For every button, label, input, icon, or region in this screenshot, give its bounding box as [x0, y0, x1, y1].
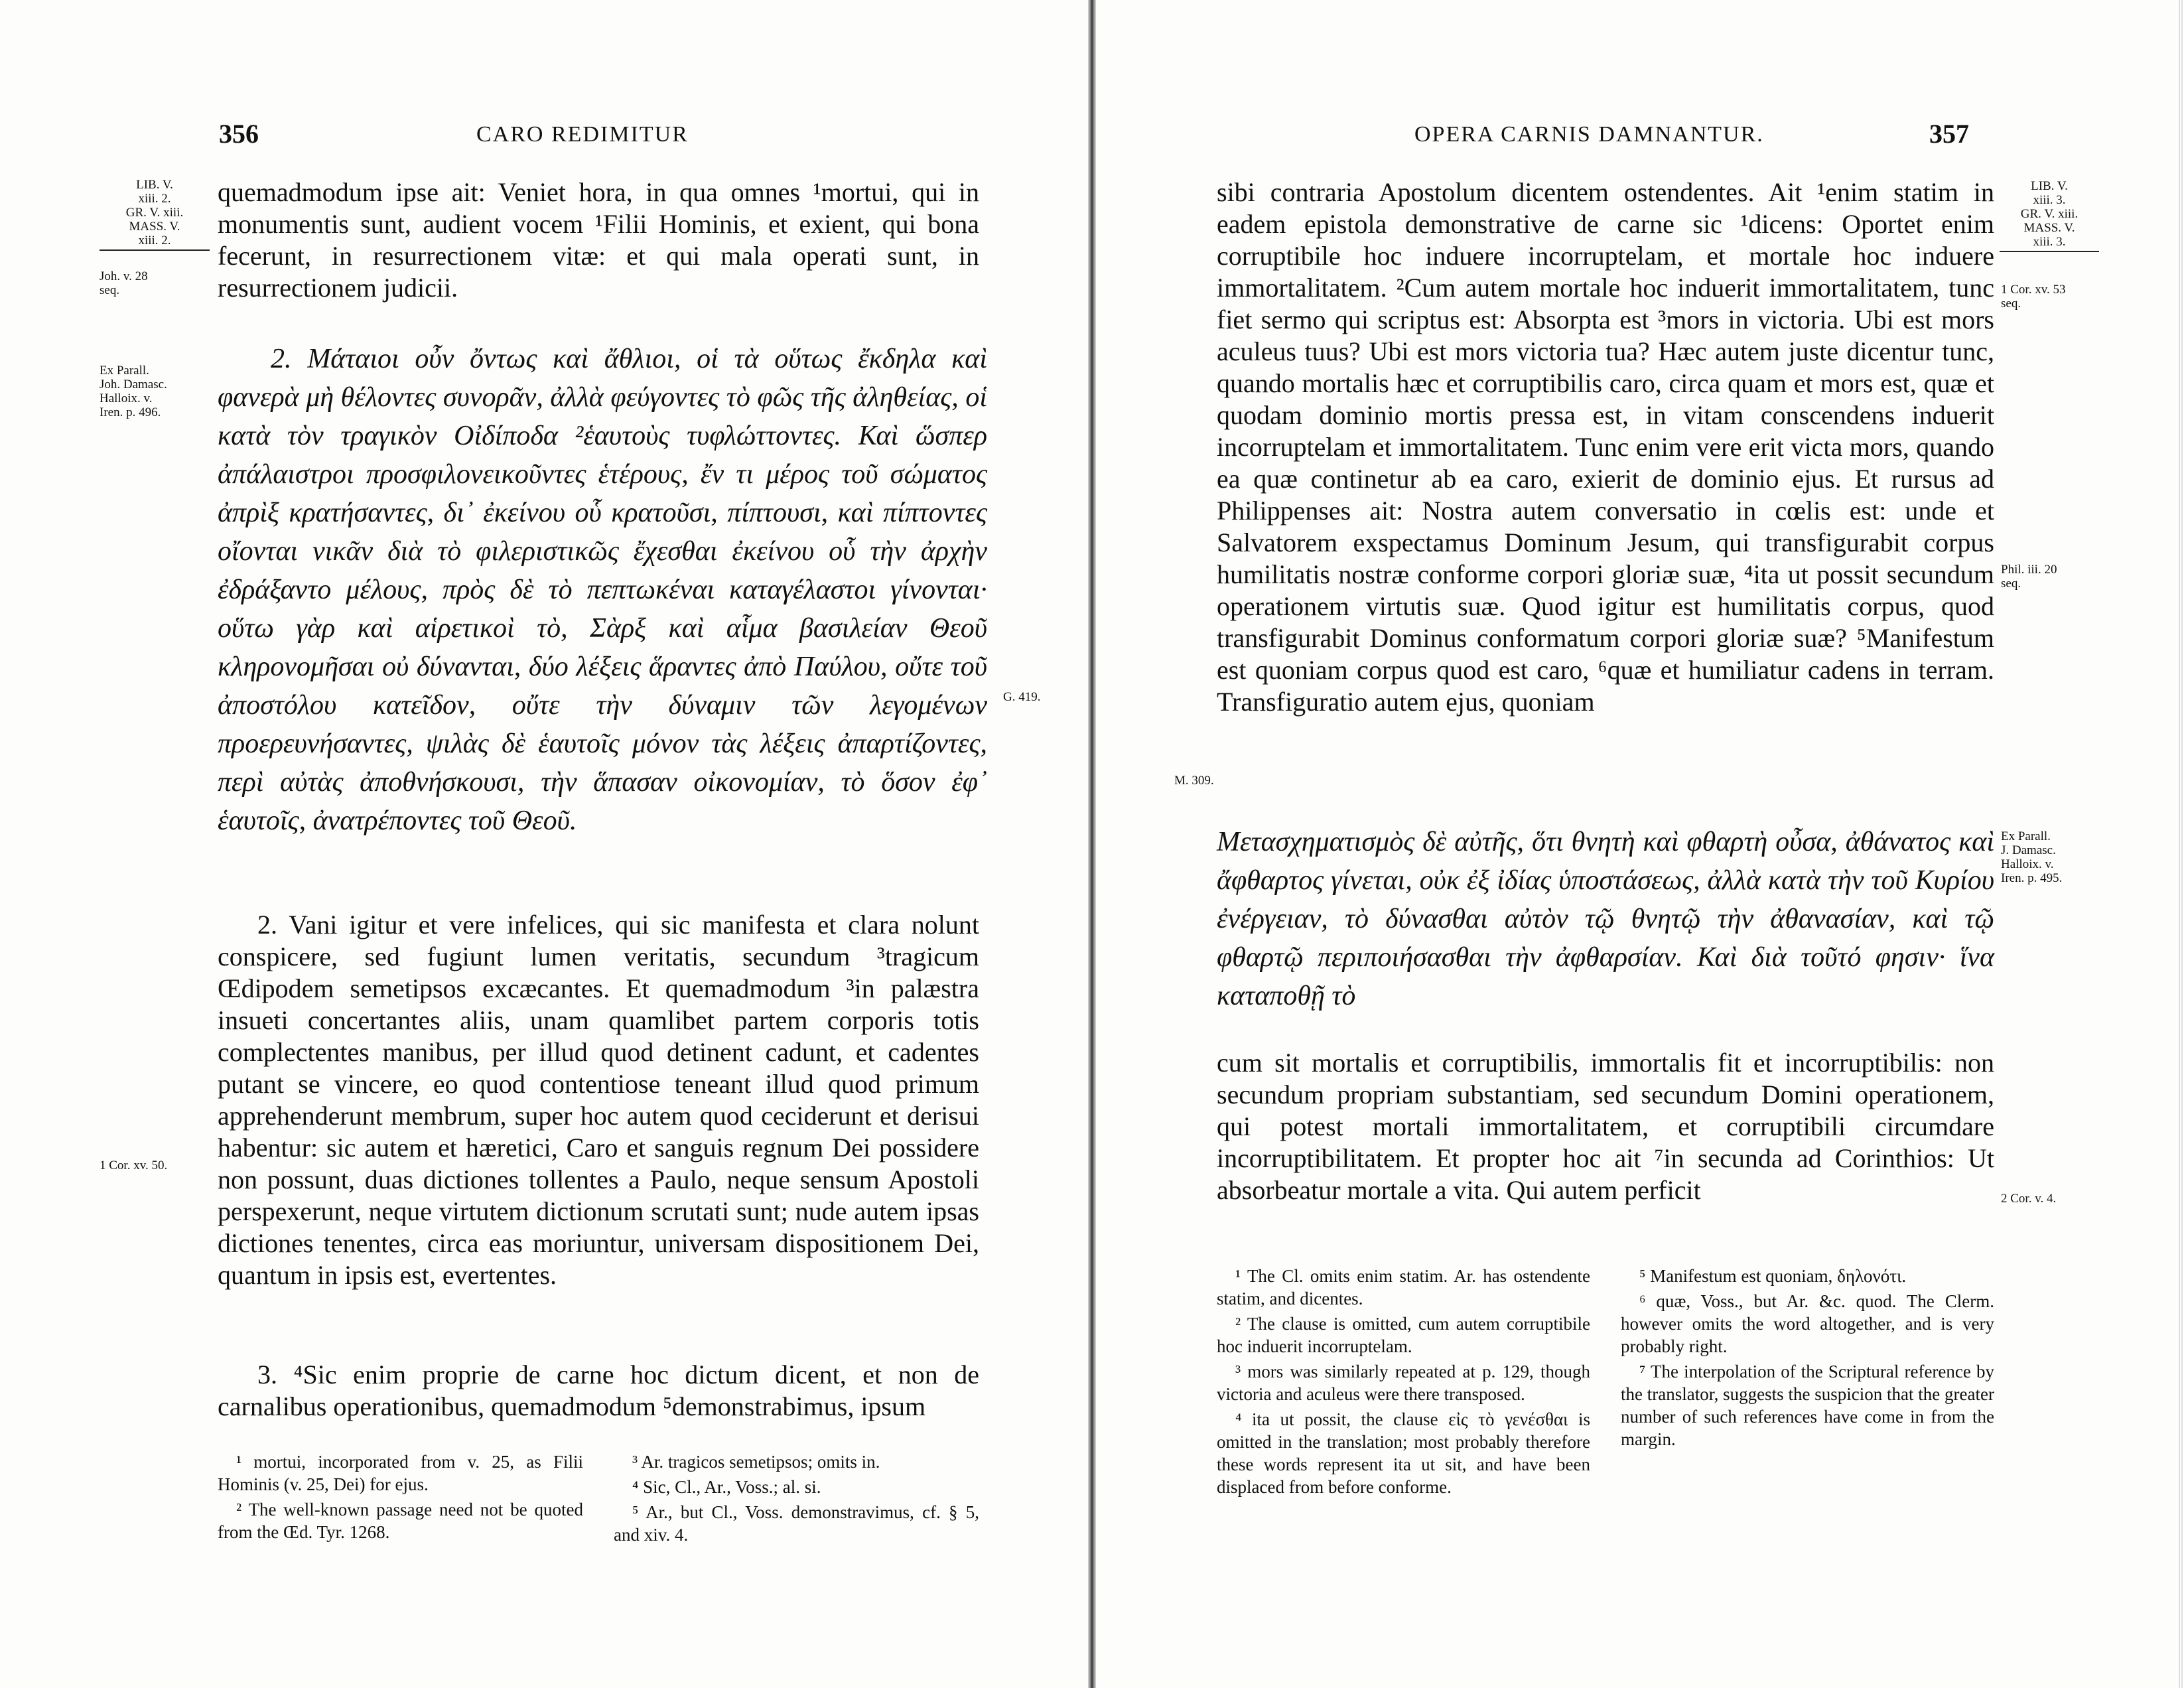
footnote: ⁵ Manifestum est quoniam, δηλονότι.	[1639, 1266, 1907, 1286]
footnotes-right	[1217, 1265, 1994, 1498]
footnote: ³ mors was similarly repeated at p. 129, though victoria and aculeus were there transposed.	[1217, 1362, 1590, 1404]
footnote: ⁷ The interpolation of the Scriptural reference by the translator, suggests the suspicion that the greater number of such references have come in from the margin.	[1621, 1362, 1994, 1449]
running-head-left: CARO REDIMITUR	[476, 122, 689, 147]
latin-right-para2-text: cum sit mortalis et corruptibilis, immortalis fit et incorruptibilis: non secundum propriam substantiam, sed secundum Domini operationem, qui potest mortali immortalitatem, et corruptibili circumdare incorruptibilitatem. Et propter hoc ait ⁷in secunda ad Corinthios: Ut absorbeatur mortale a vita. Qui autem perficit	[1217, 1048, 1994, 1205]
latin-right-para1-text: sibi contraria Apostolum dicentem ostendentes. Ait ¹enim statim in eadem epistola demonstrative de carne sic ¹dicens: Oportet enim corruptibile hoc induere incorruptelam, et mortale hoc induere immortalitatem. ²Cum autem mortale hoc induerit immortalitatem, tunc fiet sermo qui scriptus est: Absorpta est ³mors in victoria. Ubi est mors aculeus tuus? Ubi est mors victoria tua? Hæc autem juste dicentur tunc, quando mortalis hæc et corruptibilis caro, circa quam et mors est, quæ et quodam dominio mortis pressa est, in vitam conscendens induerit incorruptelam et immortalitatem. Tunc enim vere erit victa mors, quando ea quæ continetur ab ea caro, exierit de dominio ejus. Et rursus ad Philippenses ait: Nostra autem conversatio in cœlis est: unde et Salvatorem exspectamus Dominum Jesum, qui transfigurabit corpus humilitatis nostræ conforme corpori gloriæ suæ, ⁴ita ut possit secundum operationem virtutis suæ. Quod igitur est humilitatis corpus, quod transfigurabit Dominus conformatum corpori gloriæ suæ? ⁵Manifestum est quoniam corpus quod est caro, ⁶quæ et humiliatur cadens in terram. Transfiguratio autem ejus, quoniam	[1217, 177, 1994, 717]
latin-paragraph-2	[218, 909, 979, 1291]
book-gutter	[1088, 0, 1096, 1688]
margin-note-1cor53: 1 Cor. xv. 53 seq.	[2001, 283, 2066, 311]
greek-text-left: 2. Μάταιοι οὖν ὄντως καὶ ἄθλιοι, οἱ τὰ οὕτως ἔκδηλα καὶ φανερὰ μὴ θέλοντες συνορᾶν, ἀλλὰ φεύγοντες τὸ φῶς τῆς ἀληθείας, οἱ κατὰ τὸν τραγικὸν Οἰδίποδα ²ἑαυτοὺς τυφλώττοντες. Καὶ ὥσπερ ἀπάλαιστροι προσφιλονεικοῦντες ἑτέρους, ἔν τι μέρος τοῦ σώματος ἀπρὶξ κρατήσαντες, δι᾽ ἐκείνου οὗ κρατοῦσι, πίπτουσι, καὶ πίπτοντες οἴονται νικᾶν διὰ τὸ φιλεριστικῶς ἔχεσθαι ἐκείνου οὗ τὴν ἀρχὴν ἐδράξαντο μέλους, πρὸς δὲ τὸ πεπτωκέναι καταγέλαστοι γίνονται· οὕτω γὰρ καὶ αἱρετικοὶ τὸ, Σὰρξ καὶ αἷμα βασιλείαν Θεοῦ κληρονομῆσαι οὐ δύνανται, δύο λέξεις ἅραντες ἀπὸ Παύλου, οὔτε τοῦ ἀποστόλου κατεῖδον, οὔτε τὴν δύναμιν τῶν λεγομένων προερευνήσαντες, ψιλὰς δὲ ἑαυτοῖς μόνον τὰς λέξεις ἀπαρτίζοντες, περὶ αὐτὰς ἀποθνήσκουσι, τὴν ἅπασαν οἰκονομίαν, τὸ ὅσον ἐφ᾽ ἑαυτοῖς, ἀνατρέποντες τοῦ Θεοῦ.	[218, 344, 987, 836]
right-book-edge	[2177, 0, 2184, 1688]
latin-intro-text: quemadmodum ipse ait: Veniet hora, in qua omnes ¹mortui, qui in monumentis sunt, audient vocem ¹Filii Hominis, et exient, qui bona fecerunt, in resurrectionem vitæ: et qui mala operati sunt, in resurrectionem judicii.	[218, 177, 979, 303]
footnote: ³ Ar. tragicos semetipsos; omits in.	[632, 1452, 880, 1472]
page-number-left: 356	[219, 119, 259, 149]
greek-paragraph-left	[218, 340, 987, 840]
margin-note-2cor: 2 Cor. v. 4.	[2001, 1192, 2057, 1206]
page-number-right: 357	[1929, 119, 1969, 149]
left-page	[0, 0, 1088, 1688]
greek-text-right: Μετασχηματισμὸς δὲ αὐτῆς, ὅτι θνητὴ καὶ φθαρτὴ οὖσα, ἀθάνατος καὶ ἄφθαρτος γίνεται, οὐκ ἐξ ἰδίας ὑποστάσεως, ἀλλὰ κατὰ τὴν τοῦ Κυρίου ἐνέργειαν, τὸ δύνασθαι αὐτὸν τῷ θνητῷ τὴν ἀθανασίαν, καὶ τῷ φθαρτῷ περιποιήσασθαι τὴν ἀφθαρσίαν. Καὶ διὰ τοῦτό φησιν· ἵνα καταποθῇ τὸ	[1217, 827, 1994, 1011]
greek-paragraph-right	[1217, 823, 1994, 1015]
margin-note-g419: G. 419.	[1003, 690, 1041, 704]
footnote: ¹ The Cl. omits enim statim. Ar. has ostendente statim, and dicentes.	[1217, 1266, 1590, 1308]
margin-note-john: Joh. v. 28 seq.	[100, 269, 148, 297]
right-page	[1096, 0, 2184, 1688]
latin-paragraph-right-1	[1217, 176, 1994, 718]
margin-note-ex-parall: Ex Parall. Joh. Damasc. Halloix. v. Iren. p. 496.	[100, 364, 167, 419]
latin-para2-text: 2. Vani igitur et vere infelices, qui sic manifesta et clara nolunt conspicere, sed fugiunt lumen veritatis, secundum ³tragicum Œdipodem semetipsos excæcantes. Et quemadmodum ³in palæstra insueti concertantes aliis, unam quamlibet partem corporis totis complectentes manibus, per illud quod detinent cadunt, et cadentes putant se vincere, eo quod contentiose teneant illud quod primum apprehenderunt membrum, super hoc autem quod ceciderunt et derisui habentur: sic autem et hæretici, Caro et sanguis regnum Dei possidere non possunt, duas dictiones tollentes a Paulo, neque sensum Apostoli perspexerunt, neque virtutem dictionum scrutati sunt; nude autem ipsas dictiones tenentes, circa eas moriuntur, universam dispositionem Dei, quantum in ipsis est, evertentes.	[218, 910, 979, 1290]
latin-paragraph-right-2	[1217, 1047, 1994, 1206]
footnote: ² The clause is omitted, cum autem corruptibile hoc induerit incorruptelam.	[1217, 1314, 1590, 1356]
footnote: ⁶ quæ, Voss., but Ar. &c. quod. The Clerm. however omits the word altogether, and is very probably right.	[1621, 1291, 1994, 1356]
footnote: ⁴ ita ut possit, the clause εἰς τὸ γενέσθαι is omitted in the translation; most probably therefore these words represent ita ut sit, and have been displaced from before conforme.	[1217, 1409, 1590, 1497]
footnote: ² The well-known passage need not be quoted from the Œd. Tyr. 1268.	[218, 1500, 583, 1542]
footnote: ⁴ Sic, Cl., Ar., Voss.; al. si.	[632, 1477, 821, 1497]
footnote: ¹ mortui, incorporated from v. 25, as Filii Hominis (v. 25, Dei) for ejus.	[218, 1452, 583, 1494]
footnote: ⁵ Ar., but Cl., Voss. demonstravimus, cf. § 5, and xiv. 4.	[614, 1502, 979, 1545]
latin-intro-paragraph	[218, 176, 979, 304]
margin-note-phil: Phil. iii. 20 seq.	[2001, 563, 2057, 591]
latin-paragraph-3	[218, 1359, 979, 1423]
latin-para3-text: 3. ⁴Sic enim proprie de carne hoc dictum dicent, et non de carnalibus operationibus, quemadmodum ⁵demonstrabimus, ipsum	[218, 1360, 979, 1421]
running-head-right: OPERA CARNIS DAMNANTUR.	[1414, 122, 1764, 147]
margin-note-m309: M. 309.	[1174, 774, 1214, 788]
margin-note-book-ref: LIB. V. xiii. 2. GR. V. xiii. MASS. V. xiii. 2.	[100, 178, 210, 251]
margin-note-ex-parall-right: Ex Parall. J. Damasc. Halloix. v. Iren. p. 495.	[2001, 829, 2063, 885]
margin-note-1cor: 1 Cor. xv. 50.	[100, 1159, 168, 1172]
footnotes-left	[218, 1450, 979, 1547]
margin-note-book-ref-right: LIB. V. xiii. 3. GR. V. xiii. MASS. V. xiii. 3.	[2000, 179, 2099, 252]
